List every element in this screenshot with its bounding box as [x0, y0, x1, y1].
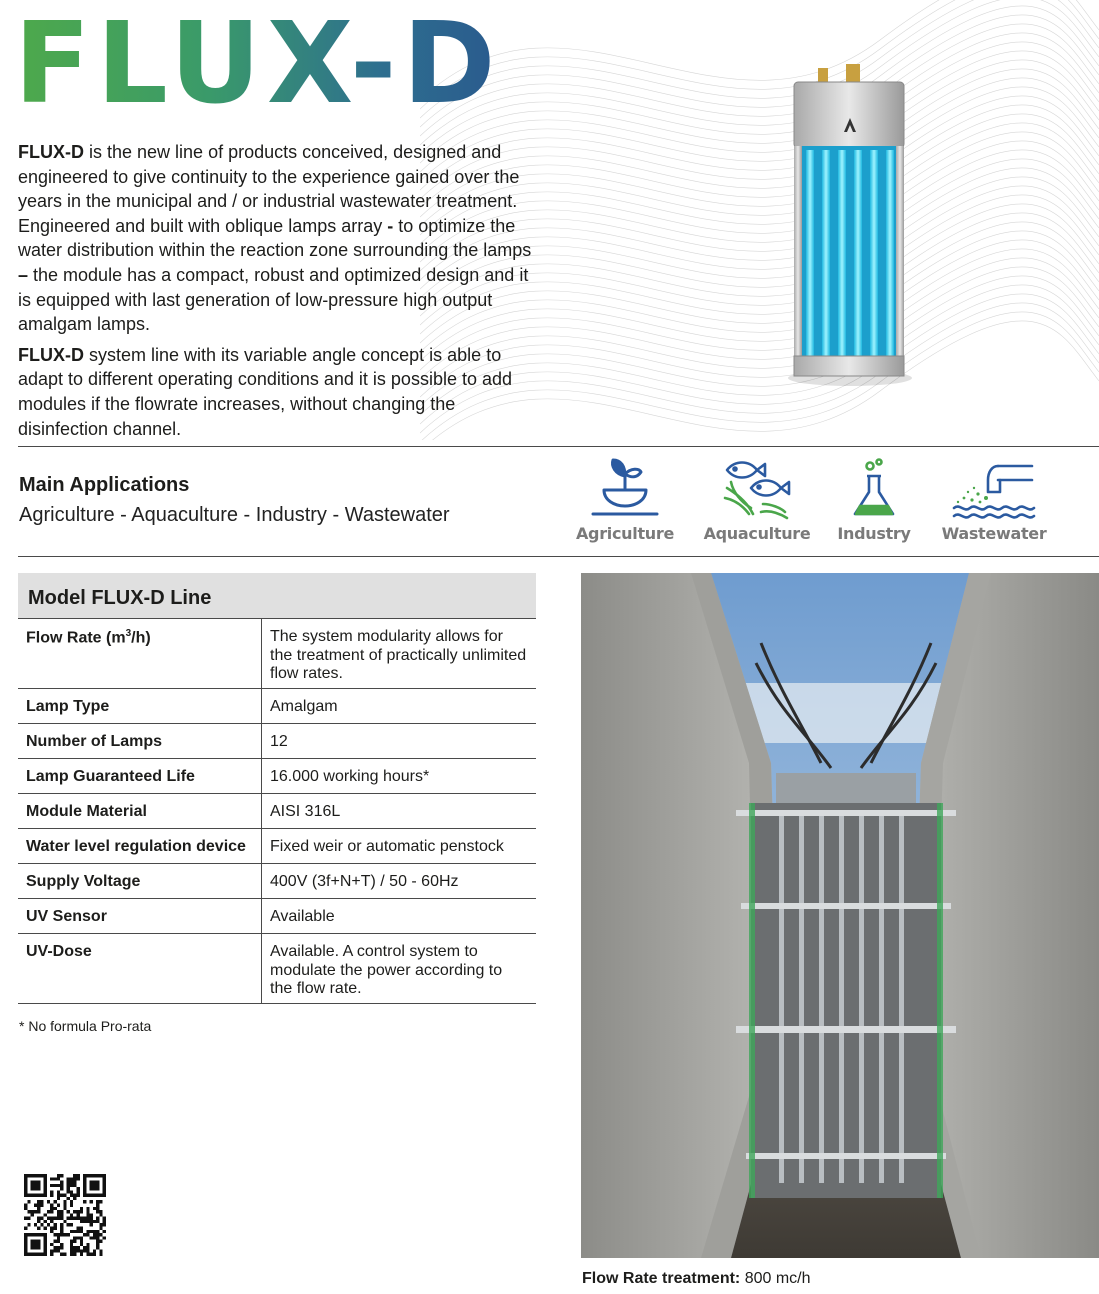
table-row — [18, 759, 536, 794]
applications-title: Main Applications — [19, 474, 190, 496]
table-row — [18, 899, 536, 934]
application-industry — [819, 458, 929, 543]
application-label: Aquaculture — [703, 524, 811, 543]
spec-value: Amalgam — [270, 698, 338, 715]
plant-bowl-icon — [590, 458, 660, 520]
table-row — [18, 864, 536, 899]
spec-key: UV-Dose — [18, 934, 262, 1003]
spec-value: 400V (3f+N+T) / 50 - 60Hz — [270, 873, 459, 890]
application-label: Agriculture — [575, 524, 675, 543]
application-aquaculture — [702, 458, 812, 543]
page-title: FLUX-D — [14, 0, 502, 129]
table-row — [18, 689, 536, 724]
spec-table — [18, 573, 536, 1004]
table-row — [18, 934, 536, 1004]
spec-value: Available — [270, 908, 335, 925]
table-row — [18, 619, 536, 689]
flask-icon — [849, 458, 899, 520]
spec-key: Water level regulation device — [18, 829, 262, 863]
table-row — [18, 829, 536, 864]
spec-value: 16.000 working hours* — [270, 768, 430, 785]
spec-key: Supply Voltage — [18, 864, 262, 898]
intro-paragraph-1: FLUX-D is the new line of products conceived, designed and engineered to give continuity to the experience gained over the years in the municipal and / or industrial wastewater treatment. Engineered and built with oblique lamps array - to optimize the water distribution within the reaction zone surrounding the lamps – the module has a compact, robust and optimized design and it is equipped with last generation of low-pressure high output amalgam lamps. — [18, 142, 532, 335]
photo-caption: Flow Rate treatment: 800 mc/h — [582, 1270, 811, 1287]
applications-text: Agriculture - Aquaculture - Industry - Wastewater — [19, 504, 450, 526]
spec-value: AISI 316L — [270, 803, 341, 820]
divider — [18, 556, 1099, 557]
spec-key: Number of Lamps — [18, 724, 262, 758]
divider — [18, 446, 1099, 447]
table-row — [18, 724, 536, 759]
fish-icon — [721, 458, 793, 520]
spec-key: Lamp Guaranteed Life — [18, 759, 262, 793]
installation-photo — [581, 573, 1099, 1258]
application-label: Industry — [837, 524, 911, 543]
uv-module-product-image — [780, 60, 920, 390]
qr-code[interactable] — [24, 1174, 106, 1256]
spec-value: Fixed weir or automatic penstock — [270, 838, 504, 855]
application-wastewater — [939, 458, 1049, 543]
intro-paragraph-2: FLUX-D system line with its variable angle concept is able to adapt to different operating conditions and it is possible to add modules if the flowrate increases, without changing the disinfection channel. — [18, 344, 513, 439]
application-label: Wastewater — [941, 524, 1047, 543]
table-row — [18, 794, 536, 829]
spec-key: Module Material — [18, 794, 262, 828]
spec-value: 12 — [270, 733, 288, 750]
spec-key: Lamp Type — [18, 689, 262, 723]
footnote: * No formula Pro-rata — [19, 1018, 152, 1034]
spec-table-heading: Model FLUX-D Line — [18, 573, 536, 619]
spec-value: The system modularity allows for the treatment of practically unlimited flow rates. — [270, 628, 527, 682]
pipe-water-icon — [950, 458, 1038, 520]
spec-key: Flow Rate $(m^3/h)$ — [18, 619, 262, 688]
intro-text — [18, 140, 538, 447]
spec-key: UV Sensor — [18, 899, 262, 933]
application-agriculture — [570, 458, 680, 543]
spec-value: Available. A control system to modulate the power according to the flow rate. — [270, 943, 503, 997]
